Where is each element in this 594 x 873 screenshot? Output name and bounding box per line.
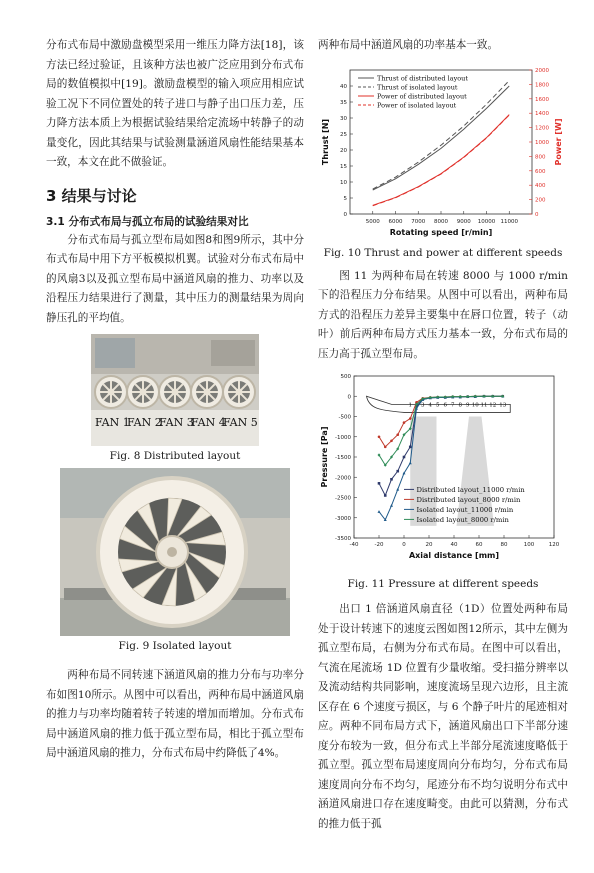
- paragraph-thrust-power: 两种布局不同转速下涵道风扇的推力分布与功率分布如图10所示。从图中可以看出，两种布局中涵道风扇的推力与功率均随着转子转速的增加而增加。分布式布局中涵道风扇的推力低于孤立型布局，相比于孤立型布局中涵道风扇的推力，分布式布局中约降低了4%。: [46, 669, 304, 759]
- fig11-point: [396, 433, 399, 436]
- fan-hub: [204, 389, 211, 396]
- fig11-point: [409, 446, 412, 449]
- fig11-y-tick-label: -2500: [335, 495, 351, 502]
- fan-label: FAN 1: [95, 416, 130, 429]
- fig11-x-tick-label: -40: [349, 542, 359, 548]
- fig10-legend-label: Power of distributed layout: [377, 92, 467, 100]
- paragraph-layout-intro: 分布式布局与孤立型布局如图8和图9所示，其中分布式布局中用下方平板模拟机翼。试验对分布式布局中的风扇3以及孤立型布局中涵道风扇的推力、功率以及沿程压力结果进行了测量，其中压力的测量结果为周向静压孔的平均值。: [46, 233, 304, 324]
- fig10-y2-tick-label: 2000: [535, 67, 549, 74]
- fig11-x-tick-label: 40: [450, 542, 458, 548]
- fig10-legend-label: Power of isolated layout: [377, 101, 457, 109]
- fig11-svg: [318, 370, 568, 570]
- fig11-y-tick-label: -500: [338, 414, 351, 421]
- fig11-station-label: 13: [499, 402, 507, 409]
- fig8-image: [91, 334, 259, 446]
- fig10-series-line: [373, 114, 510, 205]
- fig11-y-tick-label: -2000: [335, 475, 351, 482]
- fan-label: FAN 3: [159, 416, 194, 429]
- fig11-station-label: 3: [421, 402, 425, 409]
- fig11-point: [384, 494, 387, 497]
- fig11-point: [390, 440, 393, 443]
- fig9-image: [60, 468, 290, 636]
- fig10-y2-tick-label: 0: [535, 211, 539, 218]
- fig11-legend-label: Isolated layout_8000 r/min: [416, 515, 509, 524]
- fig10-x-tick-label: 11000: [500, 218, 518, 225]
- fig10-y-tick-label: 0: [343, 211, 347, 218]
- fig10-y2-axis-label: Power [W]: [554, 117, 563, 166]
- fig11-y-tick-label: 0: [347, 394, 351, 401]
- fan-label: FAN 2: [127, 416, 162, 429]
- fig10-y-tick-label: 5: [343, 195, 347, 202]
- fig11-point: [384, 446, 387, 449]
- fig10-y2-tick-label: 1200: [535, 125, 549, 132]
- section-title: 3 结果与讨论: [46, 186, 137, 205]
- fig8-photo: [91, 334, 259, 446]
- fig10-y2-tick-label: 1800: [535, 81, 549, 88]
- fig10-x-axis-label: Rotating speed [r/min]: [389, 227, 493, 237]
- fig11-chart: [318, 370, 568, 574]
- fig11-x-tick-label: 20: [425, 542, 433, 548]
- fan-hub: [172, 389, 179, 396]
- fig10-y-axis-label: Thrust [N]: [321, 118, 330, 165]
- fig11-station-label: 4: [428, 402, 432, 409]
- fig11-station-label: 5: [436, 402, 440, 409]
- fig11-point: [378, 435, 381, 438]
- fig8-caption: Fig. 8 Distributed layout: [109, 450, 241, 462]
- fig10-y-tick-label: 40: [340, 83, 347, 90]
- fig11-x-tick-label: 80: [500, 542, 508, 548]
- fig11-x-tick-label: 120: [548, 542, 560, 548]
- fig11-station-label: 11: [480, 402, 488, 409]
- fan-hub: [236, 389, 243, 396]
- fig10-y-tick-label: 35: [340, 99, 347, 106]
- right-column: [318, 36, 568, 834]
- paragraph-pressure: 图 11 为两种布局在转速 8000 与 1000 r/min 下的沿程压力分布结果。从图中可以看出，两种布局方式的沿程压力差异主要集中在唇口位置，转子（动叶）前后两种布局方式压力基本一致，分布式布局的压力高于孤立型布局。: [318, 269, 568, 360]
- fan-hub: [140, 389, 147, 396]
- fig10-y2-tick-label: 1000: [535, 139, 549, 146]
- fig11-x-axis-label: Axial distance [mm]: [408, 551, 500, 560]
- fig10-y2-tick-label: 1400: [535, 110, 549, 117]
- fig11-y-tick-label: -3500: [335, 536, 351, 542]
- fig11-station-label: 6: [443, 402, 447, 409]
- left-column: [46, 36, 304, 764]
- fig10-chart: [318, 64, 568, 243]
- fan-hub: [108, 389, 115, 396]
- fig11-point: [396, 488, 399, 491]
- fig11-x-tick-label: 0: [402, 542, 406, 548]
- fig11-station-label: 12: [489, 402, 497, 409]
- fig10-x-tick-label: 10000: [477, 218, 496, 225]
- fig11-station-label: 10: [471, 402, 479, 409]
- fig9-caption: Fig. 9 Isolated layout: [118, 640, 232, 652]
- fig10-caption: Fig. 10 Thrust and power at different speeds: [323, 246, 563, 259]
- fig10-y2-tick-label: 800: [535, 153, 546, 160]
- fig11-legend-label: Distributed layout_8000 r/min: [416, 495, 521, 504]
- fig11-legend-label: Isolated layout_11000 r/min: [416, 505, 514, 514]
- fan-label: FAN 5: [223, 416, 258, 429]
- fig11-y-tick-label: -3000: [335, 515, 351, 522]
- fig10-y2-tick-label: 200: [535, 197, 546, 204]
- fig10-y2-tick-label: 400: [535, 182, 546, 189]
- fig11-point: [390, 478, 393, 481]
- fig11-x-tick-label: 100: [523, 542, 535, 548]
- fig11-station-label: 1: [408, 402, 412, 409]
- fig11-station-label: 9: [466, 402, 470, 409]
- paragraph-velocity: 出口 1 倍涵道风扇直径（1D）位置处两种布局处于设计转速下的速度云图如图12所示，其中左侧为孤立型布局，右侧为分布式布局。在图中可以看出，气流在尾流场 1D 位置有少量收缩。受扫描分辨率以及流动结构共同影响，速度流场呈现六边形，且主流区存在 6 个速度亏损区，与 6 个静子叶片的尾迹相对应。两种不同布局方式下，涵道风扇出口下半部分速度分布较为一致，但分布式上半部分尾流速度略低于孤立型。孤立型布局速度周向分布均匀，分布式布局速度周向分布不均匀，尾迹分布不均匀说明分布式中涵道风扇进口存在速度畸变。由此可以猜测，分布式的推力低于孤: [318, 603, 568, 830]
- fig11-station-label: 7: [451, 402, 455, 409]
- fig10-x-tick-label: 8000: [434, 218, 448, 225]
- fig11-station-label: 8: [458, 402, 462, 409]
- fig11-caption: Fig. 11 Pressure at different speeds: [347, 578, 539, 590]
- fig10-y2-tick-label: 1600: [535, 96, 549, 103]
- fig10-x-tick-label: 6000: [388, 218, 403, 225]
- fig11-legend-label: Distributed layout_11000 r/min: [416, 485, 525, 494]
- fig11-y-tick-label: -1000: [335, 434, 351, 441]
- fig10-y-tick-label: 20: [340, 147, 347, 154]
- fig11-y-tick-label: -1500: [335, 455, 351, 461]
- paragraph-actuator-disk: 分布式布局中激励盘模型采用一维压力降方法[18]，该方法已经过验证，且该种方法也被广泛应用到分布式布局的数值模拟中[19]。激励盘模型的输入项应用相应试验工况下不同位置处的转子进口与静子出口压力差，压力降方法本质上为根据试验结果给定流场中转静子的动量变化，因此其结果与试验测量涵道风扇性能结果基本一致，本文在此不做验证。: [46, 39, 304, 168]
- fig10-y-tick-label: 30: [340, 115, 347, 122]
- fig9-photo: [60, 468, 290, 636]
- paragraph-power-equal: 两种布局中涵道风扇的功率基本一致。: [318, 39, 499, 51]
- fig10-y-tick-label: 10: [340, 179, 347, 186]
- fig11-x-tick-label: 60: [475, 542, 483, 548]
- fig10-x-tick-label: 7000: [411, 218, 426, 225]
- fig11-point: [390, 504, 393, 507]
- fig11-y-tick-label: 500: [340, 374, 351, 380]
- fig11-point: [403, 456, 406, 459]
- fig11-x-tick-label: -20: [374, 542, 384, 548]
- fig11-point: [409, 417, 412, 420]
- fig10-legend-label: Thrust of isolated layout: [377, 83, 458, 91]
- fig10-series-line: [373, 115, 510, 206]
- fig10-y-tick-label: 15: [340, 163, 347, 170]
- fig10-legend-label: Thrust of distributed layout: [377, 74, 468, 82]
- fig10-y-tick-label: 25: [340, 131, 347, 138]
- fig11-point: [396, 470, 399, 473]
- fig11-point: [403, 421, 406, 424]
- fig11-point: [378, 510, 381, 513]
- fig10-svg: [318, 64, 568, 239]
- fig10-x-tick-label: 9000: [456, 218, 471, 225]
- fig10-y2-tick-label: 600: [535, 168, 546, 175]
- fan-label: FAN 4: [191, 416, 226, 429]
- fig11-y-axis-label: Pressure [Pa]: [320, 426, 329, 488]
- fig10-x-tick-label: 5000: [365, 218, 380, 225]
- fig11-point: [378, 482, 381, 485]
- subsection-title: 3.1 分布式布局与孤立布局的试验结果对比: [46, 215, 249, 228]
